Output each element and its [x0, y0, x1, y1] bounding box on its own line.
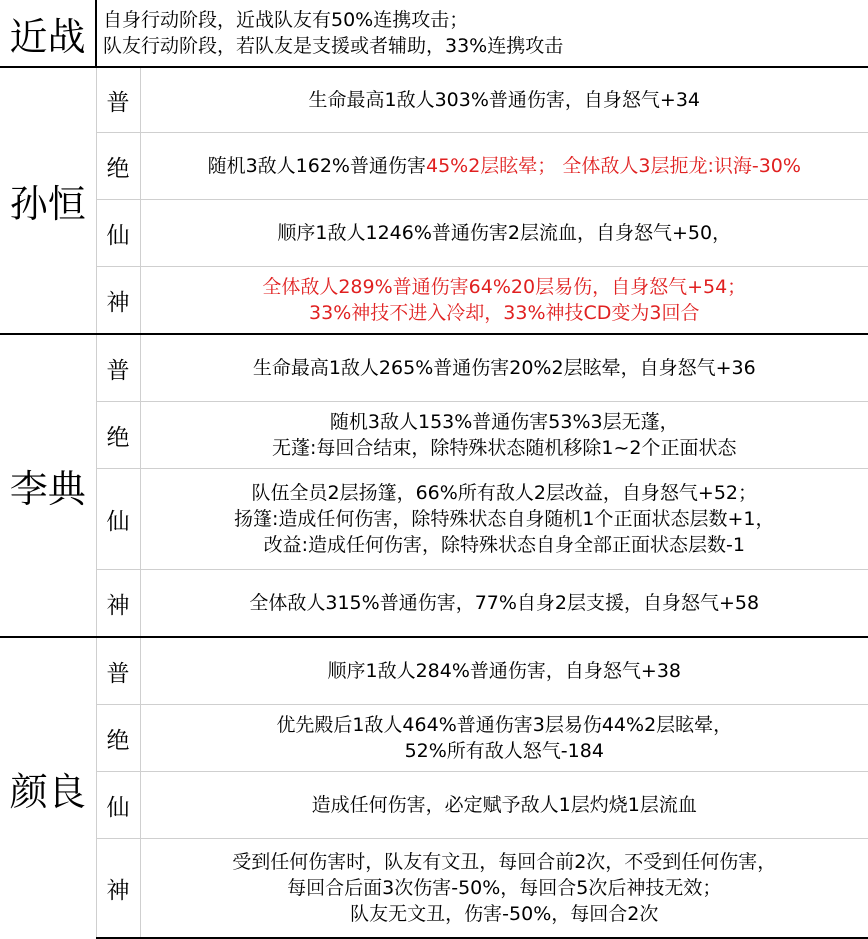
- header-title: 近战: [0, 0, 96, 67]
- description-line: [141, 409, 868, 435]
- description-line: [141, 300, 868, 326]
- skill-description: [140, 637, 868, 705]
- hero-name: 孙恒: [0, 67, 96, 334]
- skill-row: [0, 133, 868, 200]
- description-line: [141, 480, 868, 506]
- skill-row: [0, 637, 868, 705]
- skill-tier: 普: [96, 637, 140, 705]
- highlighted-effect: 45%2层眩晕；: [426, 155, 556, 177]
- skill-tier: 普: [96, 334, 140, 402]
- skill-description: [140, 839, 868, 939]
- description-line: [141, 590, 868, 616]
- skill-row: [0, 67, 868, 133]
- highlighted-effect: 全体敌人289%普通伤害64%20层易伤，自身怒气+54；: [262, 276, 746, 298]
- description-line: [141, 658, 868, 684]
- skill-row: [0, 200, 868, 267]
- highlighted-effect: 全体敌人3层扼龙:识海-30%: [556, 155, 801, 177]
- hero-name: 颜良: [0, 637, 96, 938]
- description-line: [141, 87, 868, 113]
- description-line: [141, 712, 868, 738]
- effect-text: 队伍全员2层扬篷，66%所有敌人2层改益，自身怒气+52；: [252, 482, 758, 504]
- skill-row: [0, 267, 868, 335]
- header-row: [0, 0, 868, 67]
- effect-text: 受到任何伤害时，队友有文丑，每回合前2次，不受到任何伤害，: [232, 851, 776, 873]
- skill-row: [0, 570, 868, 638]
- skill-description: [140, 200, 868, 267]
- skill-description: [140, 469, 868, 570]
- effect-text: 52%所有敌人怒气-184: [405, 740, 604, 762]
- description-line: [141, 274, 868, 300]
- effect-text: 造成任何伤害，必定赋予敌人1层灼烧1层流血: [312, 794, 697, 816]
- header-line: 队友行动阶段，若队友是支援或者辅助，33%连携攻击: [103, 33, 868, 59]
- effect-text: 随机3敌人162%普通伤害: [208, 155, 426, 177]
- skill-description: [140, 705, 868, 772]
- description-line: [141, 901, 868, 927]
- skill-description: [140, 334, 868, 402]
- effect-text: 改益:造成任何伤害，除特殊状态自身全部正面状态层数-1: [264, 534, 745, 556]
- description-line: [141, 435, 868, 461]
- effect-text: 顺序1敌人284%普通伤害，自身怒气+38: [328, 660, 682, 682]
- description-line: [141, 532, 868, 558]
- skill-row: [0, 334, 868, 402]
- highlighted-effect: 33%神技不进入冷却，33%神技CD变为3回合: [309, 302, 699, 324]
- skill-tier: 神: [96, 839, 140, 939]
- description-line: [141, 792, 868, 818]
- description-line: [141, 738, 868, 764]
- description-line: [141, 220, 868, 246]
- description-line: [141, 849, 868, 875]
- skill-tier: 神: [96, 570, 140, 638]
- hero-rows: [0, 67, 868, 938]
- skill-row: [0, 469, 868, 570]
- skill-row: [0, 839, 868, 939]
- skill-tier: 仙: [96, 469, 140, 570]
- skill-tier: 仙: [96, 772, 140, 839]
- description-line: [141, 153, 868, 179]
- effect-text: 扬篷:造成任何伤害，除特殊状态自身随机1个正面状态层数+1，: [234, 508, 775, 530]
- skill-tier: 绝: [96, 402, 140, 469]
- effect-text: 顺序1敌人1246%普通伤害2层流血，自身怒气+50，: [277, 222, 731, 244]
- skill-tier: 神: [96, 267, 140, 335]
- effect-text: 生命最高1敌人303%普通伤害，自身怒气+34: [309, 89, 701, 111]
- effect-text: 优先殿后1敌人464%普通伤害3层易伤44%2层眩晕，: [276, 714, 732, 736]
- skill-tier: 仙: [96, 200, 140, 267]
- skill-tier: 绝: [96, 705, 140, 772]
- skill-description: [140, 402, 868, 469]
- description-line: [141, 355, 868, 381]
- header-line: 自身行动阶段，近战队友有50%连携攻击；: [103, 7, 868, 33]
- skill-tier: 普: [96, 67, 140, 133]
- description-line: [141, 875, 868, 901]
- skill-description: [140, 133, 868, 200]
- hero-name: 李典: [0, 334, 96, 637]
- skill-row: [0, 772, 868, 839]
- skill-description: [140, 772, 868, 839]
- skill-description: [140, 267, 868, 335]
- skill-description: [140, 570, 868, 638]
- header-description: [96, 0, 868, 67]
- effect-text: 全体敌人315%普通伤害，77%自身2层支援，自身怒气+58: [249, 592, 759, 614]
- effect-text: 队友无文丑，伤害-50%，每回合2次: [350, 903, 658, 925]
- effect-text: 无蓬:每回合结束，除特殊状态随机移除1~2个正面状态: [272, 437, 737, 459]
- skill-description: [140, 67, 868, 133]
- description-line: [141, 506, 868, 532]
- skill-row: [0, 402, 868, 469]
- effect-text: 每回合后面3次伤害-50%，每回合5次后神技无效；: [287, 877, 721, 899]
- skill-tier: 绝: [96, 133, 140, 200]
- effect-text: 生命最高1敌人265%普通伤害20%2层眩晕，自身怒气+36: [253, 357, 756, 379]
- effect-text: 随机3敌人153%普通伤害53%3层无蓬，: [330, 411, 679, 433]
- skill-row: [0, 705, 868, 772]
